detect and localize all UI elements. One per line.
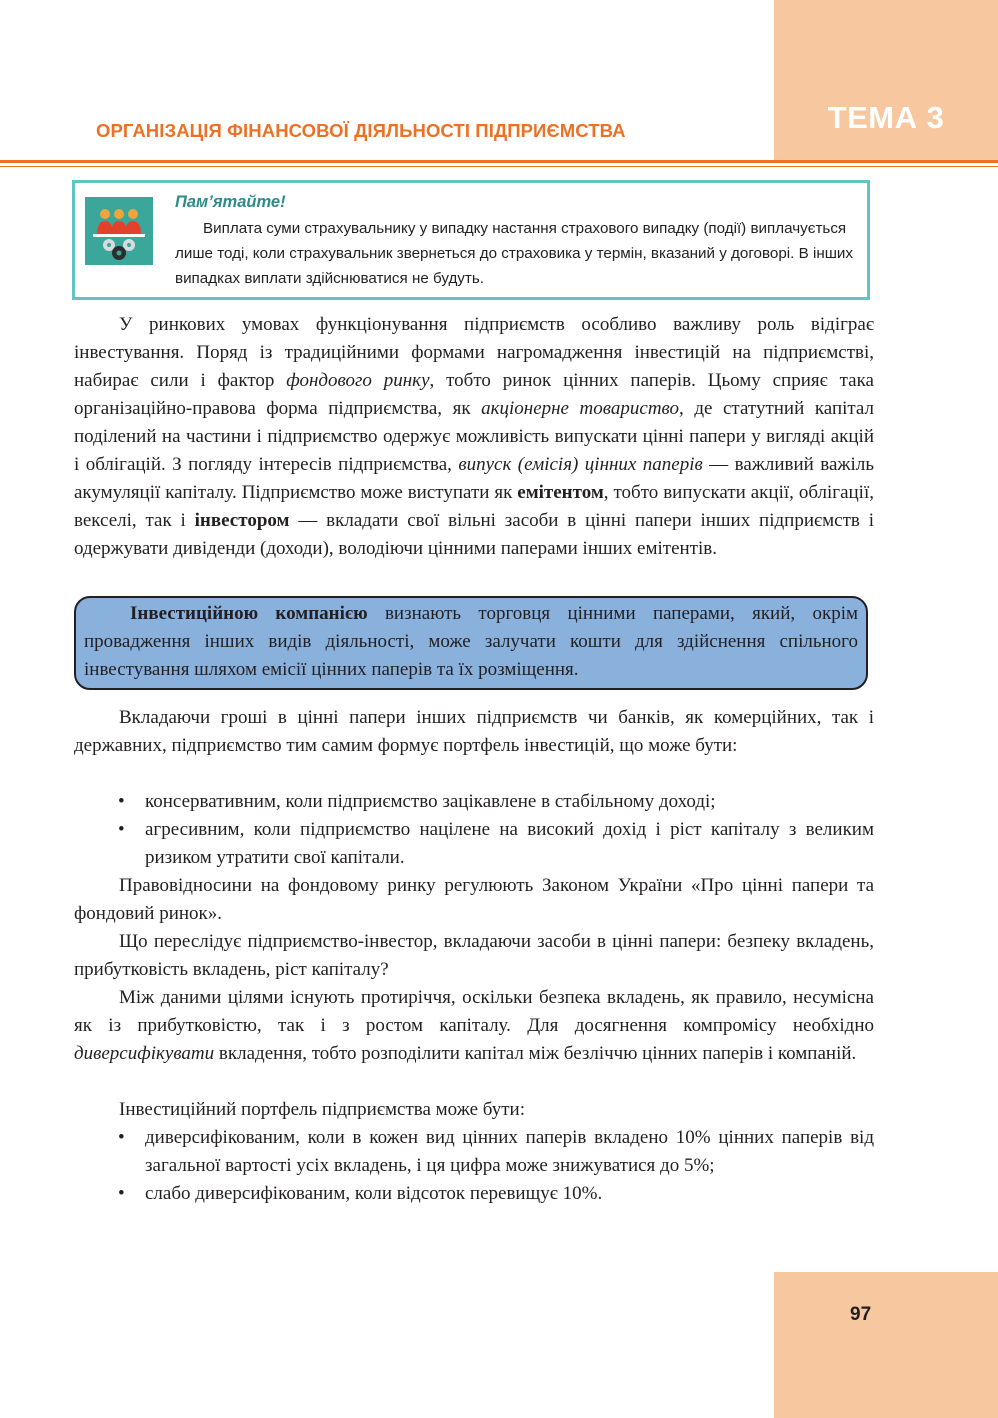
definition-text: Інвестиційною компанією визнають торговця цінними паперами, який, окрім провадження інших видів діяльності, може залучати кошти для здійснення спільного інвестування шляхом емісії цінних паперів та їх розміщення. (84, 603, 858, 680)
list-item: • слабо диверсифікованим, коли відсоток перевищує 10%. (118, 1180, 874, 1208)
bullet-icon: • (118, 791, 125, 812)
bullet-icon: • (118, 819, 125, 840)
paragraph-portfolio: Вкладаючи гроші в цінні папери інших підприємств чи банків, як комерційних, так і державних, підприємство тим самим формує портфель інвестицій, що може бути: (74, 707, 874, 756)
paragraph-portfolio-types: Інвестиційний портфель підприємства може бути: (119, 1099, 525, 1120)
bullet-icon: • (118, 1127, 125, 1148)
page-header-title: ОРГАНІЗАЦІЯ ФІНАНСОВОЇ ДІЯЛЬНОСТІ ПІДПРИЄМСТВА (96, 120, 626, 141)
list-item: • консервативним, коли підприємство зацікавлене в стабільному доході; (118, 788, 874, 816)
definition-term: Інвестиційною компанією (130, 603, 368, 624)
header-rule (0, 160, 998, 163)
paragraph-law: Правовідносини на фондовому ринку регулюють Законом України «Про цінні папери та фондовий ринок». (74, 875, 874, 924)
topic-tab (774, 0, 998, 162)
list-item: • диверсифікованим, коли в кожен вид цінних паперів вкладено 10% цінних паперів від загальної вартості усіх вкладень, і ця цифра може знижуватися до 5%; (118, 1124, 874, 1180)
page-number-tab (774, 1272, 998, 1418)
remember-text: Виплата суми страхувальнику у випадку настання страхового випадку (події) виплачується лише тоді, коли страхувальник звернеться до страховика у термін, вказаний у договорі. В інших випадках виплати здійснюватися не будуть. (175, 220, 853, 287)
people-gears-icon (85, 197, 153, 265)
page-number: 97 (850, 1304, 872, 1325)
remember-box (72, 180, 870, 300)
topic-label: ТЕМА 3 (827, 100, 945, 135)
paragraph-question: Що переслідує підприємство-інвестор, вкладаючи засоби в цінні папери: безпеку вкладень, прибутковість вкладень, ріст капіталу? (74, 931, 874, 980)
paragraph-diversify: Між даними цілями існують протиріччя, оскільки безпека вкладень, як правило, несумісна як із прибутковістю, так і з ростом капіталу. Для досягнення компромісу необхідно диверсифікувати вкладення, тобто розподілити капітал між безліччю цінних паперів і компаній. (74, 987, 874, 1064)
paragraph-investing: У ринкових умовах функціонування підприємств особливо важливу роль відіграє інвестування. Поряд із традиційними формами нагромадження інвестицій на підприємстві, набирає сили і фактор фондового ринку, тобто ринок цінних паперів. Цьому сприяє така організаційно-правова форма підприємства, як акціонерне товариство, де статутний капітал поділений на частини і підприємство одержує можливість випускати цінні папери у вигляді акцій і облігацій. З погляду інтересів підприємства, випуск (емісія) цінних паперів — важливий важіль акумуляції капіталу. Підприємство може виступати як емітентом, тобто випускати акції, облігації, векселі, так і інвестором — вкладати свої вільні засоби в цінні папери інших підприємств і одержувати дивіденди (доходи), володіючи цінними паперами інших емітентів. (74, 314, 875, 559)
remember-title: Пам’ятайте! (175, 193, 286, 211)
bullet-icon: • (118, 1183, 125, 1204)
definition-box (74, 596, 868, 690)
list-item: • агресивним, коли підприємство націлене на високий дохід і ріст капіталу з великим ризиком утратити свої капітали. (118, 816, 874, 872)
header-rule-thin (0, 166, 998, 167)
